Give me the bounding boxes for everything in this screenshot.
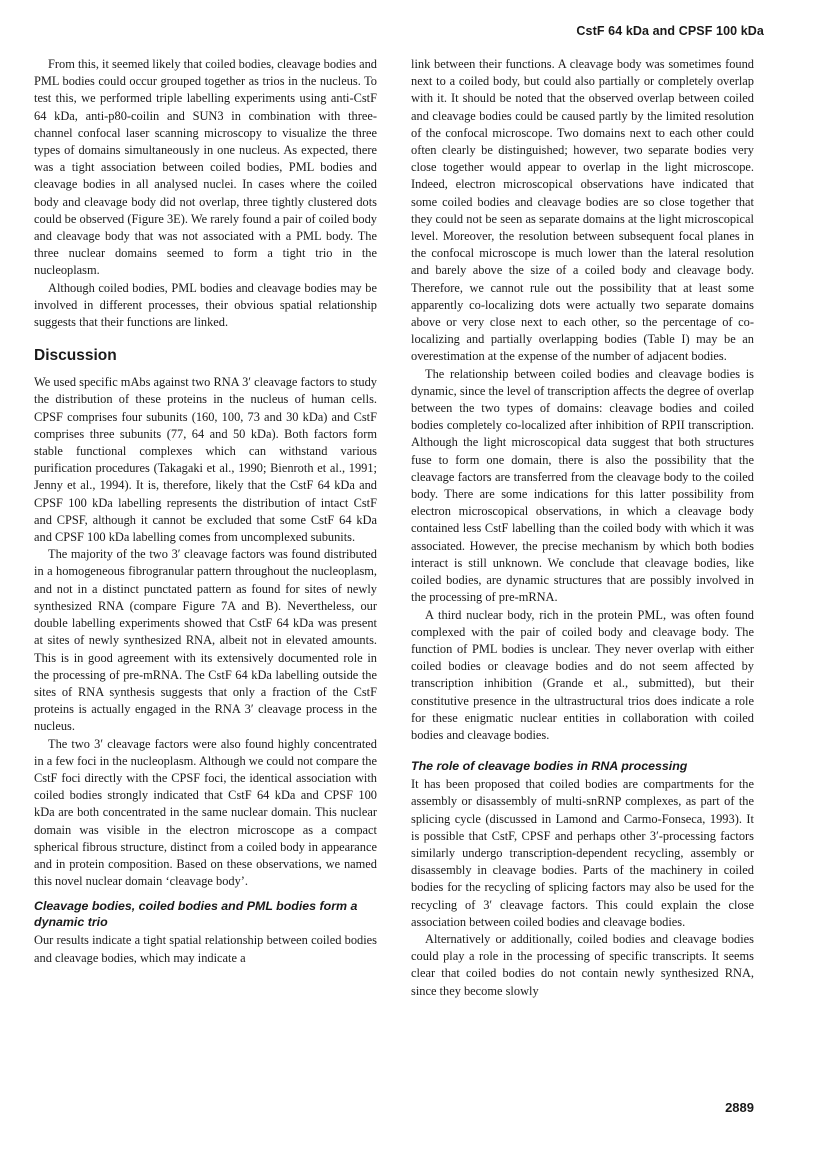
- paragraph: Although coiled bodies, PML bodies and cleavage bodies may be involved in different processes, their obvious spatial relationship suggests that their functions are linked.: [34, 280, 377, 330]
- paragraph: From this, it seemed likely that coiled bodies, cleavage bodies and PML bodies could occur grouped together as trios in the nucleus. To test this, we performed triple labelling experiments using anti-CstF 64 kDa, anti-p80-coilin and SUN3 in combination with three-channel confocal laser scanning microscopy to visualize the three types of domains simultaneously in one nucleus. As expected, there was a tight association between coiled bodies, PML bodies and cleavage bodies in all analysed nuclei. In cases where the coiled body and cleavage body did not overlap, three tightly clustered dots could be observed (Figure 3E). We rarely found a pair of coiled body and cleavage body that was not associated with a PML body. The three nuclear domains seemed to form a tight trio in the nucleoplasm.: [34, 57, 377, 278]
- paragraph: A third nuclear body, rich in the protein PML, was often found complexed with the pair of coiled body and cleavage body. The function of PML bodies is unclear. They never overlap with either coiled bodies or cleavage bodies and do not seem affected by transcription inhibition (Grande et al., submitted), but their constitutive presence in the ultrastructural trios does indicate a role for these enigmatic nuclear entities in collaboration with coiled bodies and cleavage bodies.: [411, 607, 754, 742]
- paragraph: The two 3′ cleavage factors were also found highly concentrated in a few foci in the nucleoplasm. Although we could not compare the CstF foci directly with the CPSF foci, the identical association with coiled bodies strongly indicated that CstF 64 kDa and CPSF 100 kDa are both concentrated in the same nuclear domain. This nuclear domain was visible in the electron microscope as a compact spherical fibrous structure, distinct from a coiled body in appearance and in protein composition. Based on these observations, we named this novel nuclear domain ‘cleavage body’.: [34, 736, 377, 889]
- subheading-dynamic-trio: Cleavage bodies, coiled bodies and PML bodies form a dynamic trio: [34, 899, 358, 930]
- left-column: [34, 56, 377, 967]
- paragraph: It has been proposed that coiled bodies are compartments for the assembly or disassembly of multi-snRNP complexes, as part of the splicing cycle (discussed in Lamond and Carmo-Fonseca, 1993). It is possible that CstF, CPSF and perhaps other 3′-processing factors similarly undergo transcription-dependent recycling, assembly or disassembly in cleavage bodies. Parts of the machinery in coiled bodies for the recycling of splicing factors may also be used for the recycling of 3′ cleavage factors. This could explain the close association between coiled bodies and cleavage bodies.: [411, 777, 754, 929]
- page-number: 2889: [725, 1100, 754, 1115]
- paragraph: The majority of the two 3′ cleavage factors was found distributed in a homogeneous fibrogranular pattern throughout the nucleoplasm, and not in a distinct punctated pattern as found for sites of newly synthesized RNA (compare Figure 7A and B). Nevertheless, our double labelling experiments showed that CstF 64 kDa was present at sites of newly synthesized RNA, albeit not in elevated amounts. This is in good agreement with its extensively documented role in the processing of pre-mRNA. The CstF 64 kDa labelling outside the sites of RNA synthesis suggests that only a fraction of the CstF proteins is actually engaged in the RNA 3′ cleavage process in the nucleus.: [34, 547, 377, 734]
- paragraph: Alternatively or additionally, coiled bodies and cleavage bodies could play a role in the processing of specific transcripts. It seems clear that coiled bodies do not contain newly synthesized RNA, since they become slowly: [411, 931, 754, 998]
- right-column: [411, 56, 754, 1000]
- paragraph: The relationship between coiled bodies and cleavage bodies is dynamic, since the level of transcription affects the degree of overlap between the two types of domains: cleavage bodies and coiled bodies completely co-localized after inhibition of RPII transcription. Although the light microscopical data suggest that both structures fuse to form one domain, there is also the possibility that the cleavage factors are transferred from the cleavage body to the coiled body. There are some indications for this latter possibility from electron microscopical observations, in which a cleavage body contained less CstF labelling than the coiled body with which it was associated. However, the precise mechanism by which both bodies interact is still unknown. We conclude that cleavage bodies, like coiled bodies, are dynamic structures that are possibly involved in the processing of pre-mRNA.: [411, 366, 754, 605]
- paragraph: link between their functions. A cleavage body was sometimes found next to a coiled body, but could also partially or completely overlap with it. It should be noted that the observed overlap between coiled and cleavage bodies could be caused partly by the limited resolution of the confocal microscope. Two domains next to each other could often clearly be distinguished; however, two separate bodies very close together would appear to overlap in the light microscope. Indeed, electron microscopical observations have indicated that some coiled bodies and cleavage bodies are so close together that they could not be seen as separate domains at the light microscopical level. Moreover, the resolution between subsequent focal planes in the confocal microscope is much lower than the lateral resolution and barely above the size of a coiled body and cleavage body. Therefore, we cannot rule out the possibility that at least some apparently co-localizing dots were actually two separate domains above or very close next to each other, so the percentage of co-localizing and partially overlapping bodies (Table I) may be an overestimation at the expense of the number of adjacent bodies.: [411, 57, 754, 364]
- paragraph: We used specific mAbs against two RNA 3′ cleavage factors to study the distribution of these proteins in the nucleus of human cells. CPSF comprises four subunits (160, 100, 73 and 30 kDa) and CstF comprises three subunits (77, 64 and 50 kDa). Both factors form stable functional complexes which can withstand various purification procedures (Takagaki et al., 1990; Bienroth et al., 1991; Jenny et al., 1994). It is, therefore, likely that the CstF 64 kDa and CPSF 100 kDa labelling represents the distribution of intact CstF and CPSF, although it cannot be excluded that some CstF 64 kDa and CPSF 100 kDa labelling comes from uncomplexed subunits.: [34, 375, 377, 545]
- section-heading-discussion: Discussion: [34, 347, 117, 365]
- paragraph: Our results indicate a tight spatial relationship between coiled bodies and cleavage bodies, which may indicate a: [34, 933, 377, 965]
- subheading-rna-processing: The role of cleavage bodies in RNA processing: [411, 759, 688, 774]
- running-title: CstF 64 kDa and CPSF 100 kDa: [576, 24, 764, 38]
